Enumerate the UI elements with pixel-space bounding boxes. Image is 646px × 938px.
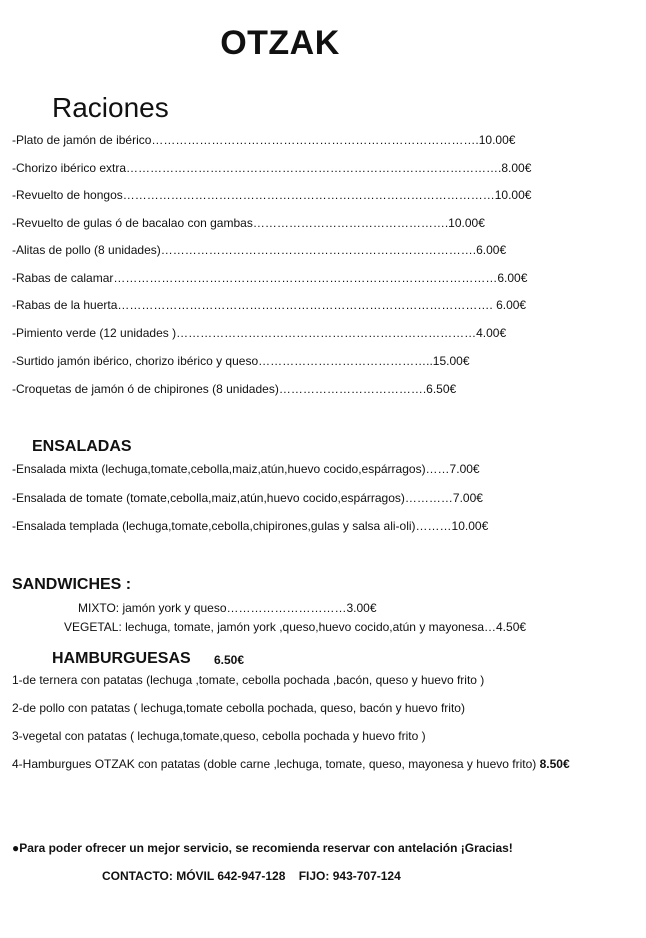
sandwiches-item: VEGETAL: lechuga, tomate, jamón york ,queso,huevo cocido,atún y mayonesa…4.50€: [64, 620, 527, 634]
ensaladas-item: -Ensalada mixta (lechuga,tomate,cebolla,maiz,atún,huevo cocido,espárragos)……7.00€: [12, 462, 480, 476]
contact-info: CONTACTO: MÓVIL 642-947-128 FIJO: 943-707-124: [102, 869, 401, 883]
raciones-item: -Revuelto de hongos…………………………………………………………………………………10.00€: [12, 188, 532, 202]
ensaladas-item: -Ensalada templada (lechuga,tomate,cebolla,chipirones,gulas y salsa ali-oli)………10.00€: [12, 519, 489, 533]
raciones-item: -Chorizo ibérico extra………………………………………………………………………………….8.00€: [12, 161, 532, 175]
raciones-item: -Revuelto de gulas ó de bacalao con gambas………………………………………….10.00€: [12, 216, 485, 230]
hamburguesas-price: 6.50€: [214, 653, 245, 667]
hamburguesas-item: 1-de ternera con patatas (lechuga ,tomate, cebolla pochada ,bacón, queso y huevo frito ): [12, 673, 485, 687]
raciones-item: -Surtido jamón ibérico, chorizo ibérico y queso……………………………………..15.00€: [12, 354, 470, 368]
hamburguesas-special-item: [12, 757, 570, 771]
ensaladas-item: -Ensalada de tomate (tomate,cebolla,maiz,atún,huevo cocido,espárragos)…………7.00€: [12, 491, 483, 505]
hamburguesas-heading: HAMBURGUESAS: [52, 650, 191, 667]
hamburguesas-item: 2-de pollo con patatas ( lechuga,tomate cebolla pochada, queso, bacón y huevo frito): [12, 701, 465, 715]
raciones-item: -Rabas de la huerta…………………………………………………………………………………. 6.00€: [12, 298, 527, 312]
sandwiches-heading: SANDWICHES :: [12, 576, 132, 593]
hamburguesas-special-text: 4-Hamburgues OTZAK con patatas (doble carne ,lechuga, tomate, queso, mayonesa y huevo frito): [12, 757, 537, 771]
hamburguesas-special-price: 8.50€: [539, 757, 570, 771]
raciones-heading: Raciones: [52, 92, 169, 123]
raciones-item: -Plato de jamón de ibérico……………………………………………………………………….10.00€: [12, 133, 516, 147]
reservation-note: ●Para poder ofrecer un mejor servicio, se recomienda reservar con antelación ¡Gracias!: [12, 841, 513, 855]
raciones-item: -Alitas de pollo (8 unidades)…………………………………………………………………….6.00€: [12, 243, 507, 257]
hamburguesas-item: 3-vegetal con patatas ( lechuga,tomate,queso, cebolla pochada y huevo frito ): [12, 729, 426, 743]
raciones-item: -Rabas de calamar……………………………………………………………………………………6.00€: [12, 271, 528, 285]
page-title: OTZAK: [220, 24, 340, 62]
ensaladas-heading: ENSALADAS: [32, 438, 132, 455]
raciones-item: -Pimiento verde (12 unidades )…………………………………………………………………4.00€: [12, 326, 507, 340]
sandwiches-item: MIXTO: jamón york y queso…………………………3.00€: [78, 601, 377, 615]
raciones-item: -Croquetas de jamón ó de chipirones (8 unidades)……………………………….6.50€: [12, 382, 457, 396]
